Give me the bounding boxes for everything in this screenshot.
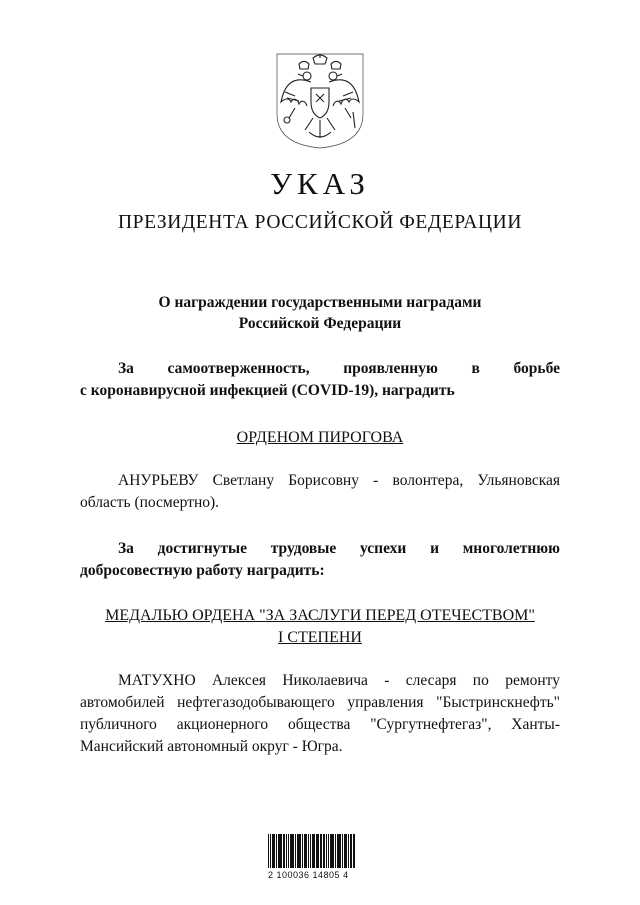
section1-intro (80, 358, 560, 402)
document-subtitle: ПРЕЗИДЕНТА РОССИЙСКОЙ ФЕДЕРАЦИИ (117, 212, 523, 233)
barcode-bar (268, 834, 269, 868)
barcode-bar (342, 834, 343, 868)
coat-of-arms-emblem (275, 52, 365, 150)
section2-award-line: МЕДАЛЬЮ ОРДЕНА "ЗА ЗАСЛУГИ ПЕРЕД ОТЕЧЕСТВОМ" (105, 607, 535, 624)
barcode-bar (354, 834, 355, 868)
decree-heading (80, 292, 560, 334)
section2-recipient-line: автомобилей нефтегазодобывающего управления "Быстринскнефть" (80, 694, 560, 711)
barcode-bar (348, 834, 349, 868)
barcode-bars (268, 834, 356, 868)
section1-intro-line: с коронавирусной инфекцией (COVID-19), наградить (80, 382, 455, 399)
section2-intro (80, 538, 560, 582)
section2-recipient-line: публичного акционерного общества "Сургутнефтегаз", Ханты- (80, 716, 560, 733)
barcode-number: 2 100036 14805 4 (268, 870, 349, 880)
barcode-bar (302, 834, 303, 868)
section1-recipient (80, 470, 560, 514)
section2-award (80, 605, 560, 649)
section1-recipient-line: область (посмертно). (80, 494, 220, 511)
section2-intro-line: За достигнутые трудовые успехи и многолетнюю (118, 540, 560, 557)
section1-award: ОРДЕНОМ ПИРОГОВА (236, 429, 404, 446)
barcode-bar (295, 834, 296, 868)
barcode-bar (298, 834, 301, 868)
section2-recipient (80, 670, 560, 758)
section2-recipient-line: Мансийский автономный округ - Югра. (80, 738, 343, 755)
barcode (262, 824, 362, 884)
section1-recipient-line: АНУРЬЕВУ Светлану Борисовну - волонтера, Ульяновская (118, 472, 560, 489)
section2-recipient-line: МАТУХНО Алексея Николаевича - слесаря по ремонту (118, 672, 560, 689)
barcode-bar (288, 834, 289, 868)
barcode-bar (281, 834, 282, 868)
barcode-bar (328, 834, 329, 868)
document-title: УКАЗ (270, 166, 370, 201)
barcode-bar (337, 834, 340, 868)
barcode-bar (308, 834, 309, 868)
barcode-bar (316, 834, 319, 868)
section2-intro-line: добросовестную работу наградить: (80, 562, 325, 579)
barcode-bar (274, 834, 275, 868)
barcode-bar (335, 834, 336, 868)
section1-intro-line: За самоотверженность, проявленную в борьбе (118, 360, 560, 377)
barcode-bar (314, 834, 315, 868)
section2-award-line: I СТЕПЕНИ (278, 629, 362, 646)
barcode-bar (321, 834, 322, 868)
decree-heading-line: О награждении государственными наградами (158, 294, 482, 311)
decree-heading-line: Российской Федерации (238, 315, 402, 332)
barcode-bar (278, 834, 281, 868)
